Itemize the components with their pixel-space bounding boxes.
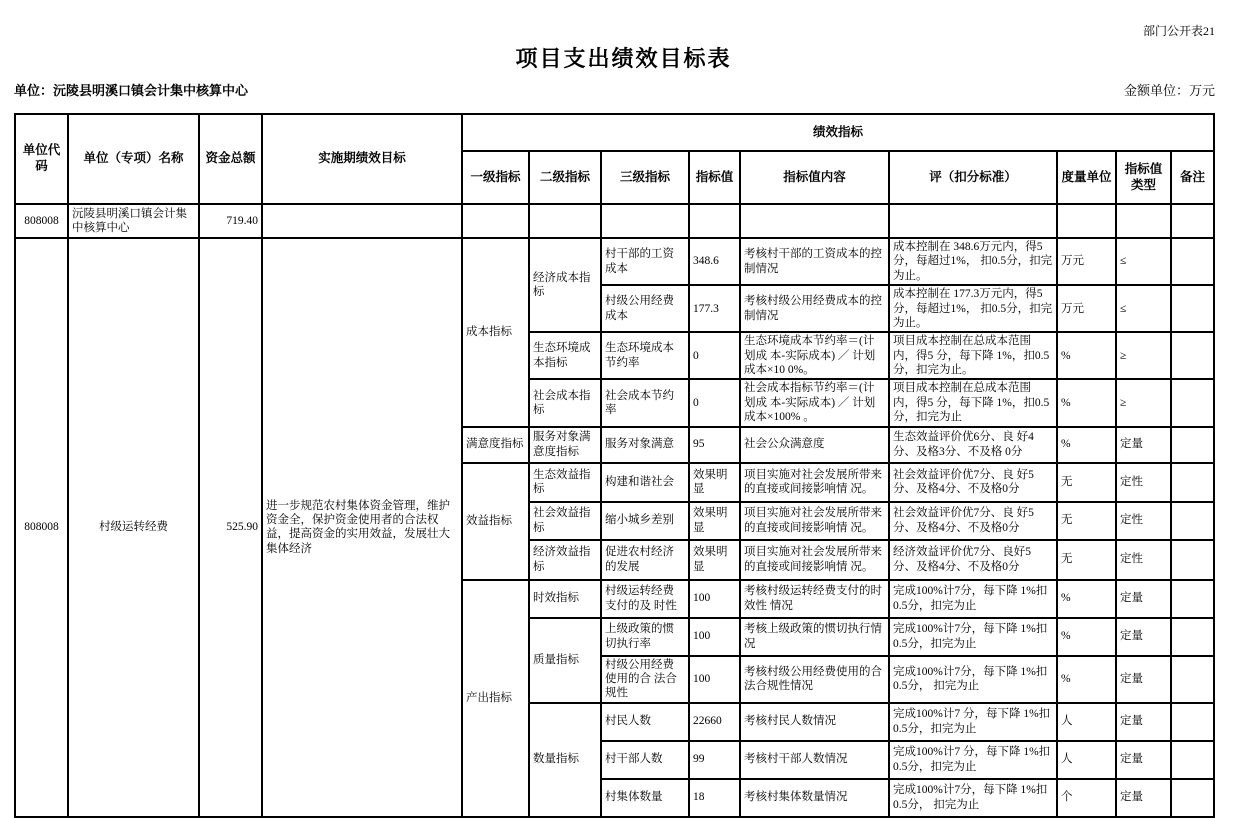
- header-remark: 备注: [1171, 151, 1214, 204]
- cell-value-type: 定量: [1116, 741, 1171, 779]
- empty-cell: [262, 204, 462, 238]
- cell-level2: 社会效益指标: [529, 502, 601, 540]
- cell-score: 完成100%计7分，每下降 1%扣0.5分， 扣完为止: [889, 779, 1057, 817]
- header-unit-code: 单位代码: [15, 114, 68, 204]
- cell-level2: 质量指标: [529, 618, 601, 703]
- cell-score: 生态效益评价优6分、良 好4分、及格3分、不及格 0分: [889, 427, 1057, 463]
- cell-content: 考核上级政策的惯切执行情况: [740, 618, 889, 656]
- cell-total-funds: 719.40: [199, 204, 262, 238]
- cell-content: 社会公众满意度: [740, 427, 889, 463]
- cell-score: 项目成本控制在总成本范围内，得5 分，每下降 1%，扣0.5 分，扣完为止。: [889, 332, 1057, 379]
- cell-remark: [1171, 502, 1214, 540]
- cell-level3: 促进农村经济的发展: [601, 540, 689, 580]
- cell-value-type: ≤: [1116, 238, 1171, 285]
- cell-remark: [1171, 580, 1214, 618]
- header-value-type: 指标值类型: [1116, 151, 1171, 204]
- empty-cell: [689, 204, 740, 238]
- cell-level3: 村集体数量: [601, 779, 689, 817]
- cell-level3: 缩小城乡差别: [601, 502, 689, 540]
- cell-total-funds: 525.90: [199, 238, 262, 817]
- empty-cell: [462, 204, 529, 238]
- cell-remark: [1171, 741, 1214, 779]
- cell-measure-unit: 无: [1057, 540, 1116, 580]
- cell-value-type: 定性: [1116, 463, 1171, 502]
- cell-content: 考核村集体数量情况: [740, 779, 889, 817]
- cell-remark: [1171, 656, 1214, 703]
- cell-content: 社会成本指标节约率＝(计划成 本-实际成本) ／ 计划成本×100% 。: [740, 379, 889, 426]
- summary-row: [15, 204, 1214, 238]
- empty-cell: [740, 204, 889, 238]
- cell-score: 社会效益评价优7分、良 好5分、及格4分、不及格0分: [889, 502, 1057, 540]
- cell-value-type: 定量: [1116, 703, 1171, 741]
- cell-value-type: 定量: [1116, 618, 1171, 656]
- cell-remark: [1171, 779, 1214, 817]
- header-unit-name: 单位（专项）名称: [68, 114, 199, 204]
- cell-level2: 服务对象满意度指标: [529, 427, 601, 463]
- cell-value: 177.3: [689, 285, 740, 332]
- cell-level3: 上级政策的惯切执行率: [601, 618, 689, 656]
- cell-content: 考核村级公用经费成本的控制情况: [740, 285, 889, 332]
- cell-level1: 成本指标: [462, 238, 529, 427]
- cell-content: 考核村级运转经费支付的时效性 情况: [740, 580, 889, 618]
- cell-level2: 经济效益指标: [529, 540, 601, 580]
- cell-level3: 生态环境成本节约率: [601, 332, 689, 379]
- cell-level3: 社会成本节约率: [601, 379, 689, 426]
- header-period-target: 实施期绩效目标: [262, 114, 462, 204]
- cell-level2: 经济成本指标: [529, 238, 601, 332]
- cell-value: 22660: [689, 703, 740, 741]
- cell-content: 项目实施对社会发展所带来的直接或间接影响情 况。: [740, 502, 889, 540]
- cell-value: 效果明显: [689, 540, 740, 580]
- cell-score: 成本控制在 177.3万元内，得5分，每超过1%， 扣0.5分，扣完为止。: [889, 285, 1057, 332]
- cell-unit-code: 808008: [15, 204, 68, 238]
- cell-content: 考核村干部人数情况: [740, 741, 889, 779]
- cell-value: 95: [689, 427, 740, 463]
- cell-value-type: 定量: [1116, 779, 1171, 817]
- cell-measure-unit: 人: [1057, 703, 1116, 741]
- cell-level2: 时效指标: [529, 580, 601, 618]
- cell-content: 考核村民人数情况: [740, 703, 889, 741]
- cell-measure-unit: %: [1057, 332, 1116, 379]
- empty-cell: [601, 204, 689, 238]
- cell-value-type: ≤: [1116, 285, 1171, 332]
- unit-label: 单位：沅陵县明溪口镇会计集中核算中心: [14, 83, 249, 98]
- cell-value: 100: [689, 656, 740, 703]
- cell-value: 效果明显: [689, 502, 740, 540]
- cell-level1: 产出指标: [462, 580, 529, 817]
- cell-content: 生态环境成本节约率＝(计划成 本-实际成本) ／ 计划成本×10 0%。: [740, 332, 889, 379]
- header-scoring: 评（扣分标准）: [889, 151, 1057, 204]
- cell-measure-unit: 万元: [1057, 285, 1116, 332]
- corner-label: 部门公开表21: [1142, 24, 1215, 38]
- cell-level3: 村级公用经费使用的合 法合规性: [601, 656, 689, 703]
- cell-remark: [1171, 618, 1214, 656]
- indicator-row: [15, 238, 1214, 285]
- cell-score: 完成100%计7分，每下降 1%扣0.5分，扣完为止: [889, 618, 1057, 656]
- cell-level2: 生态环境成本指标: [529, 332, 601, 379]
- cell-content: 项目实施对社会发展所带来的直接或间接影响情 况。: [740, 463, 889, 502]
- cell-value: 100: [689, 580, 740, 618]
- cell-remark: [1171, 540, 1214, 580]
- cell-value-type: 定量: [1116, 427, 1171, 463]
- cell-unit-name: 沅陵县明溪口镇会计集中核算中心: [68, 204, 199, 238]
- cell-measure-unit: %: [1057, 379, 1116, 426]
- cell-measure-unit: 万元: [1057, 238, 1116, 285]
- meta-row: [14, 80, 1215, 98]
- cell-value: 100: [689, 618, 740, 656]
- cell-value: 18: [689, 779, 740, 817]
- header-value: 指标值: [689, 151, 740, 204]
- header-measure-unit: 度量单位: [1057, 151, 1116, 204]
- cell-score: 经济效益评价优7分、良好5分、及格4分、不及格0分: [889, 540, 1057, 580]
- cell-measure-unit: 无: [1057, 502, 1116, 540]
- cell-value-type: 定性: [1116, 502, 1171, 540]
- cell-score: 完成100%计7 分，每下降 1%扣0.5分，扣完为止: [889, 703, 1057, 741]
- cell-content: 项目实施对社会发展所带来的直接或间接影响情 况。: [740, 540, 889, 580]
- header-performance-group: 绩效指标: [462, 114, 1214, 151]
- cell-remark: [1171, 703, 1214, 741]
- cell-unit-name: 村级运转经费: [68, 238, 199, 817]
- cell-remark: [1171, 238, 1214, 285]
- cell-level2: 生态效益指标: [529, 463, 601, 502]
- cell-measure-unit: 个: [1057, 779, 1116, 817]
- cell-score: 完成100%计7分，每下降 1%扣0.5分，扣完为止: [889, 580, 1057, 618]
- empty-cell: [529, 204, 601, 238]
- cell-level3: 村干部的工资成本: [601, 238, 689, 285]
- cell-value-type: 定量: [1116, 580, 1171, 618]
- cell-score: 完成100%计7分，每下降 1%扣0.5分， 扣完为止: [889, 656, 1057, 703]
- cell-measure-unit: %: [1057, 427, 1116, 463]
- cell-content: 考核村级公用经费使用的合法合规性情况: [740, 656, 889, 703]
- cell-level1: 满意度指标: [462, 427, 529, 463]
- header-total-funds: 资金总额: [199, 114, 262, 204]
- cell-measure-unit: %: [1057, 618, 1116, 656]
- header-value-content: 指标值内容: [740, 151, 889, 204]
- cell-measure-unit: 无: [1057, 463, 1116, 502]
- header-level3: 三级指标: [601, 151, 689, 204]
- cell-level3: 村级公用经费成本: [601, 285, 689, 332]
- cell-remark: [1171, 463, 1214, 502]
- header-row-1: [15, 114, 1214, 151]
- empty-cell: [1057, 204, 1116, 238]
- cell-value: 效果明显: [689, 463, 740, 502]
- cell-level3: 村干部人数: [601, 741, 689, 779]
- cell-value: 348.6: [689, 238, 740, 285]
- amount-unit-label: 金额单位：万元: [1123, 83, 1215, 98]
- empty-cell: [1171, 204, 1214, 238]
- cell-value: 99: [689, 741, 740, 779]
- cell-score: 完成100%计7 分，每下降 1%扣0.5分，扣完为止: [889, 741, 1057, 779]
- cell-measure-unit: 人: [1057, 741, 1116, 779]
- cell-period-target: 进一步规范农村集体资金管理，维护资金全，保护资金使用者的合法权益，提高资金的实用效益，发展壮大集体经济: [262, 238, 462, 817]
- cell-value-type: ≥: [1116, 379, 1171, 426]
- cell-remark: [1171, 427, 1214, 463]
- cell-level3: 服务对象满意: [601, 427, 689, 463]
- cell-remark: [1171, 379, 1214, 426]
- page-title: 项目支出绩效目标表: [515, 46, 732, 71]
- performance-target-table: [14, 113, 1215, 818]
- cell-measure-unit: %: [1057, 580, 1116, 618]
- cell-level2: 数量指标: [529, 703, 601, 817]
- cell-value-type: 定性: [1116, 540, 1171, 580]
- cell-level3: 村级运转经费支付的及 时性: [601, 580, 689, 618]
- cell-remark: [1171, 332, 1214, 379]
- cell-level3: 构建和谐社会: [601, 463, 689, 502]
- cell-value-type: ≥: [1116, 332, 1171, 379]
- cell-measure-unit: %: [1057, 656, 1116, 703]
- header-level2: 二级指标: [529, 151, 601, 204]
- cell-unit-code: 808008: [15, 238, 68, 817]
- cell-content: 考核村干部的工资成本的控制情况: [740, 238, 889, 285]
- cell-value-type: 定量: [1116, 656, 1171, 703]
- empty-cell: [889, 204, 1057, 238]
- cell-score: 社会效益评价优7分、良 好5分、及格4分、不及格0分: [889, 463, 1057, 502]
- cell-level1: 效益指标: [462, 463, 529, 580]
- cell-level3: 村民人数: [601, 703, 689, 741]
- cell-value: 0: [689, 379, 740, 426]
- cell-remark: [1171, 285, 1214, 332]
- header-level1: 一级指标: [462, 151, 529, 204]
- cell-score: 成本控制在 348.6万元内，得5分，每超过1%， 扣0.5分，扣完为止。: [889, 238, 1057, 285]
- empty-cell: [1116, 204, 1171, 238]
- cell-score: 项目成本控制在总成本范围内，得5 分，每下降 1%，扣0.5 分，扣完为止: [889, 379, 1057, 426]
- cell-level2: 社会成本指标: [529, 379, 601, 426]
- cell-value: 0: [689, 332, 740, 379]
